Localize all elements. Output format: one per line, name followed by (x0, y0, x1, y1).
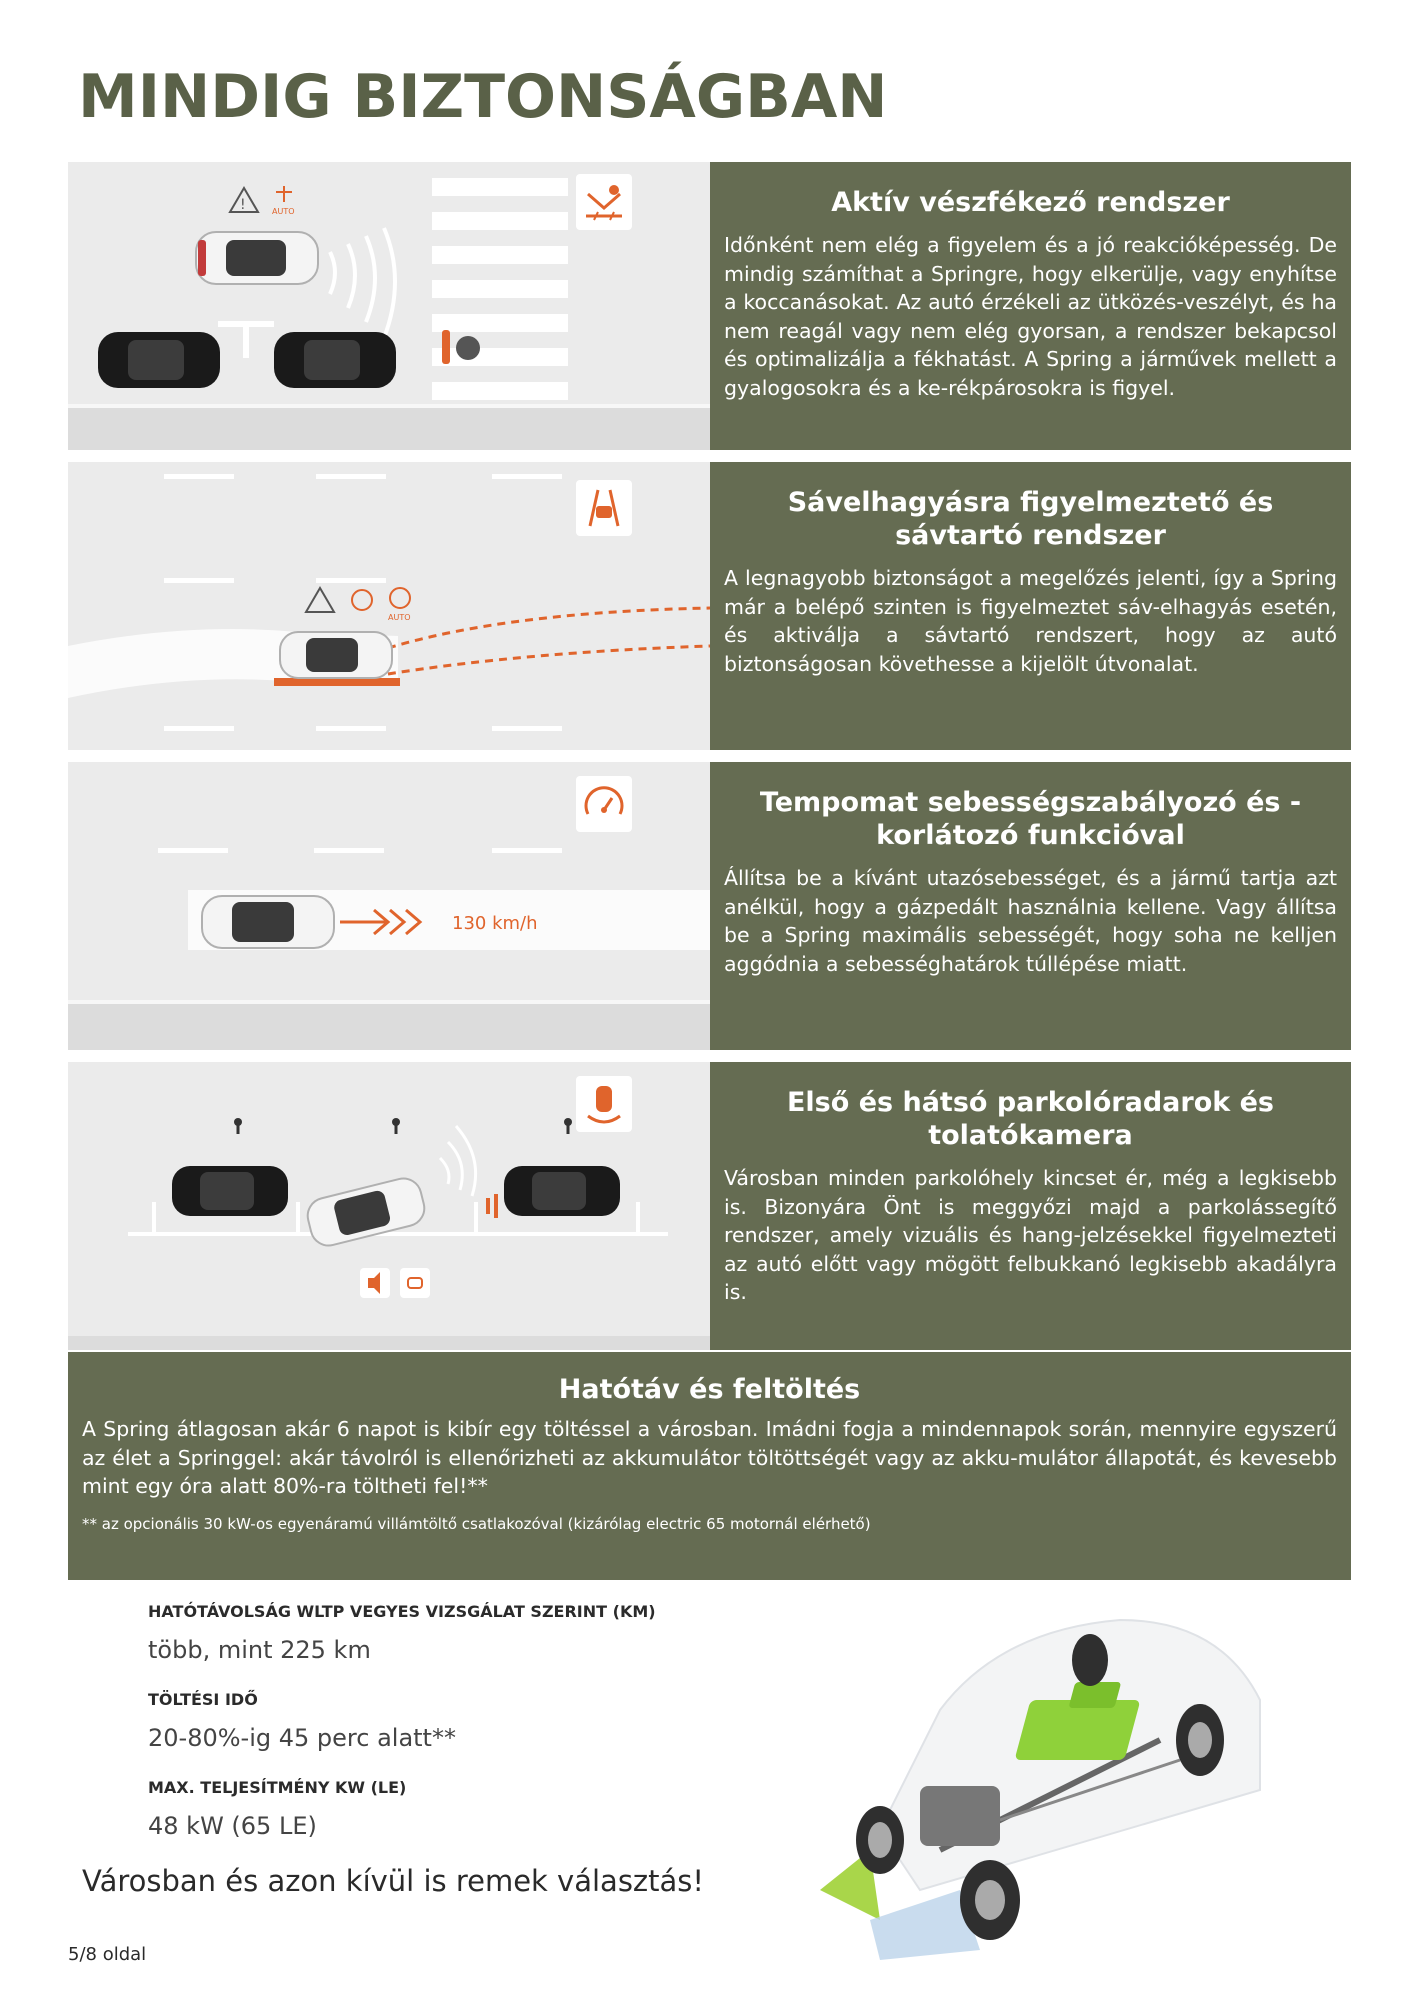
spec-label-range: HATÓTÁVOLSÁG WLTP VEGYES VIZSGÁLAT SZERINT (KM) (148, 1602, 656, 1621)
emergency-brake-illustration (68, 162, 710, 450)
lane-keep-icon (576, 480, 632, 536)
feature-panel (710, 162, 1351, 450)
spec-value-range: több, mint 225 km (148, 1636, 371, 1664)
white-car (202, 896, 334, 948)
spec-value-power: 48 kW (65 LE) (148, 1812, 317, 1840)
svg-text:!: ! (240, 197, 246, 213)
feature-title: Tempomat sebességszabályozó és -korlátozó funkcióval (759, 787, 1302, 851)
feature-body: Állítsa be a kívánt utazósebességet, és a jármű tartja azt anélkül, hogy a gázpedált használnia kellene. Vagy állítsa be a Spring maximális sebességét, hogy soha ne kelljen aggódnia a sebességhatárok túllépése miatt. (724, 866, 1337, 976)
cruise-control-icon (576, 776, 632, 832)
feature-lane-keep (68, 462, 1351, 750)
feature-panel (710, 762, 1351, 1050)
black-car (504, 1166, 620, 1216)
spec-label-charging: TÖLTÉSI IDŐ (148, 1690, 258, 1709)
white-car (196, 232, 318, 284)
black-car (98, 332, 220, 388)
badge-auto: AUTO (272, 207, 295, 216)
feature-parking-sensor (68, 1062, 1351, 1350)
feature-title: Első és hátsó parkolóradarok és tolatókamera (786, 1087, 1274, 1151)
feature-title: Sávelhagyásra figyelmeztető és sávtartó rendszer (787, 487, 1274, 551)
feature-cruise-control (68, 762, 1351, 1050)
parking-illustration (68, 1062, 710, 1350)
black-car (274, 332, 396, 388)
black-car (172, 1166, 288, 1216)
range-title: Hatótáv és feltöltés (558, 1374, 861, 1405)
spec-value-charging: 20-80%-ig 45 perc alatt** (148, 1724, 456, 1752)
emergency-brake-icon (576, 174, 632, 230)
parking-sensor-icon (576, 1076, 632, 1132)
feature-body: Városban minden parkolóhely kincset ér, még a legkisebb is. Bizonyára Önt is meggyőzi majd a parkolássegítő rendszer, amely vizuális és hang-jelzésekkel figyelmezteti az autó előtt vagy mögött felbukkanó legkisebb akadályra is. (724, 1166, 1337, 1304)
feature-body: A legnagyobb biztonságot a megelőzés jelenti, így a Spring már a belépő szinten is figyelmeztet sáv-elhagyás esetén, és aktiválja a sávtartó rendszert, hogy az autó biztonságosan követhesse a kijelölt útvonalat. (724, 566, 1337, 676)
page-title: MINDIG BIZTONSÁGBAN (78, 62, 888, 132)
feature-body: Időnként nem elég a figyelem és a jó reakcióképesség. De mindig számíthat a Springre, hogy elkerülje, vagy enyhítse a koccanásokat. Az autó érzékeli az ütközés-veszélyt, és ha nem reagál vagy nem elég gyorsan, a rendszer bekapcsol és optimalizálja a fékhatást. A Spring a járművek mellett a gyalogosokra és a ke-rékpárosokra is figyel. (724, 233, 1337, 400)
lane-keep-illustration (68, 462, 710, 750)
range-charging-section (68, 1352, 1351, 1580)
feature-emergency-brake (68, 162, 1351, 450)
badge-auto: AUTO (388, 613, 411, 622)
spec-label-power: MAX. TELJESÍTMÉNY KW (LE) (148, 1778, 407, 1797)
range-footnote: ** az opcionális 30 kW-os egyenáramú villámtöltő csatlakozóval (kizárólag electric 65 motornál elérhető) (82, 1514, 871, 1533)
white-car (280, 632, 392, 678)
feature-title: Aktív vészfékező rendszer (831, 187, 1230, 218)
cruise-control-illustration (68, 762, 710, 1050)
page-number: 5/8 oldal (68, 1944, 147, 1965)
chassis-battery-illustration (800, 1590, 1280, 1974)
speed-label: 130 km/h (452, 913, 538, 934)
tagline: Városban és azon kívül is remek választás! (82, 1864, 705, 1898)
feature-panel (710, 462, 1351, 750)
range-body: A Spring átlagosan akár 6 napot is kibír egy töltéssel a városban. Imádni fogja a mindennapok során, mennyire egyszerű az élet a Springgel: akár távolról is ellenőrizheti az akkumulátor töltöttségét vagy az akku-mulátor állapotát, és kevesebb mint egy óra alatt 80%-ra töltheti fel!** (82, 1417, 1337, 1498)
feature-panel (710, 1062, 1351, 1350)
